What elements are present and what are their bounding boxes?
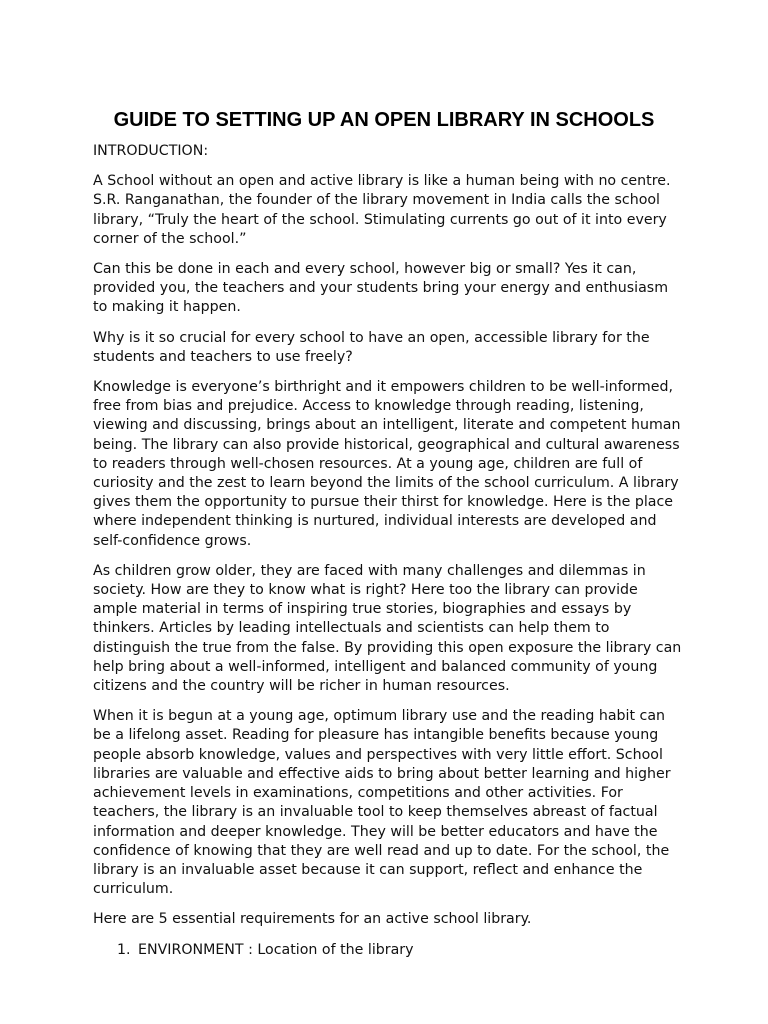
document-body	[93, 142, 683, 960]
list-item-number: 1.	[117, 941, 131, 958]
paragraph: Can this be done in each and every school, however big or small? Yes it can, provided you, the teachers and your students bring your energy and enthusiasm to making it happen.	[93, 261, 669, 316]
paragraph: As children grow older, they are faced with many challenges and dilemmas in society. How are they to know what is right? Here too the library can provide ample material in terms of inspiring true stories, biographies and essays by thinkers. Articles by leading intellectuals and scientists can help them to distinguish the true from the false. By providing this open exposure the library can help bring about a well-informed, intelligent and balanced community of young citizens and the country will be richer in human resources.	[93, 562, 682, 695]
list-item	[93, 941, 683, 960]
paragraph: Knowledge is everyone’s birthright and it empowers children to be well-informed, free from bias and prejudice. Access to knowledge through reading, listening, viewing and discussing, brings about an intelligent, literate and competent human being. The library can also provide historical, geographical and cultural awareness to readers through well-chosen resources. At a young age, children are full of curiosity and the zest to learn beyond the limits of the school curriculum. A library gives them the opportunity to pursue their thirst for knowledge. Here is the place where independent thinking is nurtured, individual interests are developed and self-confidence grows.	[93, 379, 681, 549]
paragraph: A School without an open and active library is like a human being with no centre. S.R. Ranganathan, the founder of the library movement in India calls the school library, “Truly the heart of the school. Stimulating currents go out of it into every corner of the school.”	[93, 173, 671, 247]
paragraph: When it is begun at a young age, optimum library use and the reading habit can be a lifelong asset. Reading for pleasure has intangible benefits because young people absorb knowledge, values and perspectives with very little effort. School libraries are valuable and effective aids to bring about better learning and higher achievement levels in examinations, competitions and other activities. For teachers, the library is an invaluable tool to keep themselves abreast of factual information and deeper knowledge. They will be better educators and have the confidence of knowing that they are well read and up to date. For the school, the library is an invaluable asset because it can support, reflect and enhance the curriculum.	[93, 708, 671, 898]
list-item-text: ENVIRONMENT : Location of the library	[138, 941, 414, 958]
document-title: GUIDE TO SETTING UP AN OPEN LIBRARY IN SCHOOLS	[113, 109, 655, 131]
requirements-list	[93, 941, 683, 960]
paragraph: Why is it so crucial for every school to have an open, accessible library for the students and teachers to use freely?	[93, 329, 650, 365]
paragraph: Here are 5 essential requirements for an active school library.	[93, 911, 532, 928]
section-heading-introduction: INTRODUCTION:	[93, 143, 209, 159]
